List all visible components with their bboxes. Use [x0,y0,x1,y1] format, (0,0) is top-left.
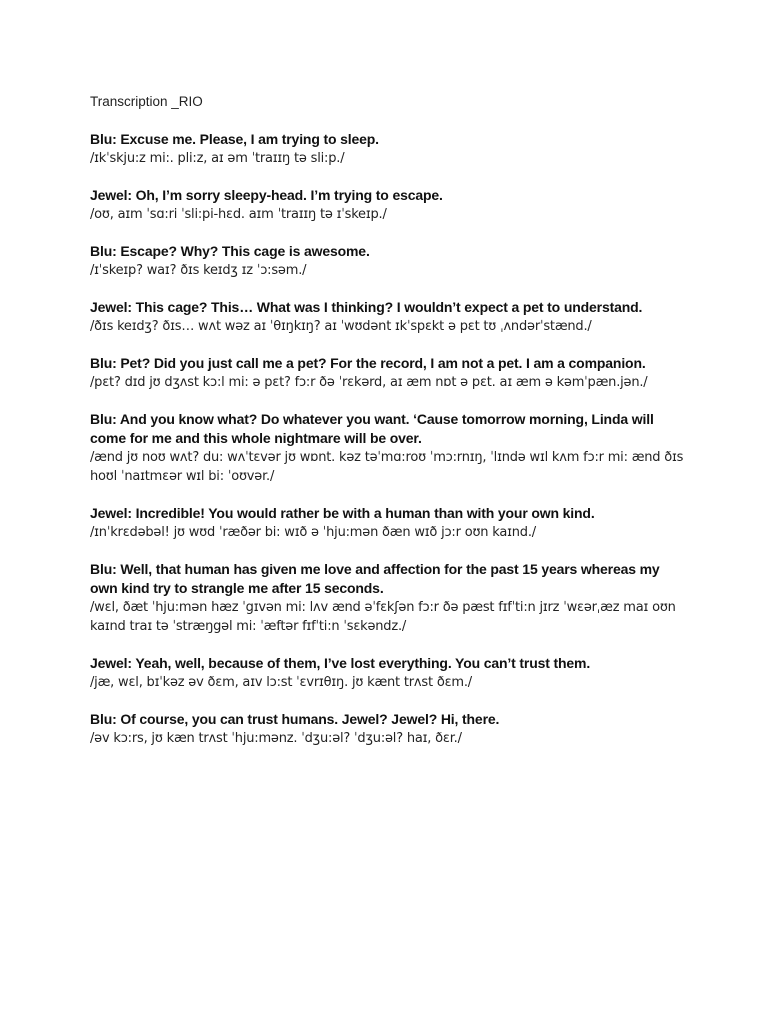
dialogue-line: Blu: Escape? Why? This cage is awesome. [90,243,370,259]
dialogue-line: Jewel: Oh, I’m sorry sleepy-head. I’m trying to escape. [90,187,443,203]
dialogue-entry [90,504,690,542]
ipa-transcription: /jæ, wɛl, bɪˈkəz əv ðɛm, aɪv lɔ:st ˈɛvrɪθɪŋ. jʊ kænt trʌst ðɛm./ [90,675,472,690]
dialogue-entry [90,410,690,486]
dialogue-line: Jewel: Yeah, well, because of them, I’ve lost everything. You can’t trust them. [90,655,591,671]
dialogue-line: Blu: Of course, you can trust humans. Jewel? Jewel? Hi, there. [90,711,500,727]
document-page [90,93,690,766]
dialogue-line: Blu: Well, that human has given me love and affection for the past 15 years whereas my own kind try to strangle me after 15 seconds. [90,561,660,596]
ipa-transcription: /ðɪs keɪdʒ? ðɪs… wʌt wəz aɪ ˈθɪŋkɪŋ? aɪ ˈwʊdənt ɪkˈspɛkt ə pɛt tʊ ˌʌndərˈstænd./ [90,319,592,334]
dialogue-entry [90,130,690,168]
ipa-transcription: /wɛl, ðæt ˈhju:mən hæz ˈgɪvən mi: lʌv ænd əˈfɛkʃən fɔ:r ðə pæst fɪfˈti:n jɪrz ˈwɛərˌæz maɪ oʊn kaɪnd traɪ tə ˈstræŋgəl mi: ˈæftər fɪfˈti:n ˈsɛkəndz./ [90,600,676,634]
dialogue-entry [90,186,690,224]
ipa-transcription: /ɪkˈskju:z mi:. pli:z, aɪ əm ˈtraɪɪŋ tə sli:p./ [90,151,345,166]
dialogue-entry [90,654,690,692]
dialogue-entry [90,242,690,280]
dialogue-line: Jewel: Incredible! You would rather be with a human than with your own kind. [90,505,595,521]
ipa-transcription: /əv kɔ:rs, jʊ kæn trʌst ˈhju:mənz. ˈdʒu:əl? ˈdʒu:əl? haɪ, ðɛr./ [90,731,462,746]
ipa-transcription: /pɛt? dɪd jʊ dʒʌst kɔ:l mi: ə pɛt? fɔ:r ðə ˈrɛkərd, aɪ æm nɒt ə pɛt. aɪ æm ə kəmˈpæn.jən./ [90,375,648,390]
ipa-transcription: /ɪˈskeɪp? waɪ? ðɪs keɪdʒ ɪz ˈɔ:səm./ [90,263,307,278]
dialogue-entry [90,298,690,336]
document-title: Transcription _RIO [90,94,203,109]
ipa-transcription: /ænd jʊ noʊ wʌt? du: wʌˈtɛvər jʊ wɒnt. kəz təˈmɑ:roʊ ˈmɔ:rnɪŋ, ˈlɪndə wɪl kʌm fɔ:r mi: ænd ðɪs hoʊl ˈnaɪtmɛər wɪl bi: ˈoʊvər./ [90,450,684,484]
dialogue-line: Blu: Pet? Did you just call me a pet? For the record, I am not a pet. I am a companion. [90,355,646,371]
dialogue-entry [90,560,690,636]
ipa-transcription: /ɪnˈkrɛdəbəl! jʊ wʊd ˈræðər bi: wɪð ə ˈhju:mən ðæn wɪð jɔ:r oʊn kaɪnd./ [90,525,536,540]
dialogue-line: Blu: And you know what? Do whatever you want. ‘Cause tomorrow morning, Linda will come for me and this whole nightmare will be over. [90,411,654,446]
dialogue-entry [90,710,690,748]
dialogue-entry [90,354,690,392]
ipa-transcription: /oʊ, aɪm ˈsɑ:ri ˈsli:pi-hɛd. aɪm ˈtraɪɪŋ tə ɪˈskeɪp./ [90,207,387,222]
dialogue-line: Blu: Excuse me. Please, I am trying to sleep. [90,131,379,147]
dialogue-line: Jewel: This cage? This… What was I thinking? I wouldn’t expect a pet to understand. [90,299,643,315]
